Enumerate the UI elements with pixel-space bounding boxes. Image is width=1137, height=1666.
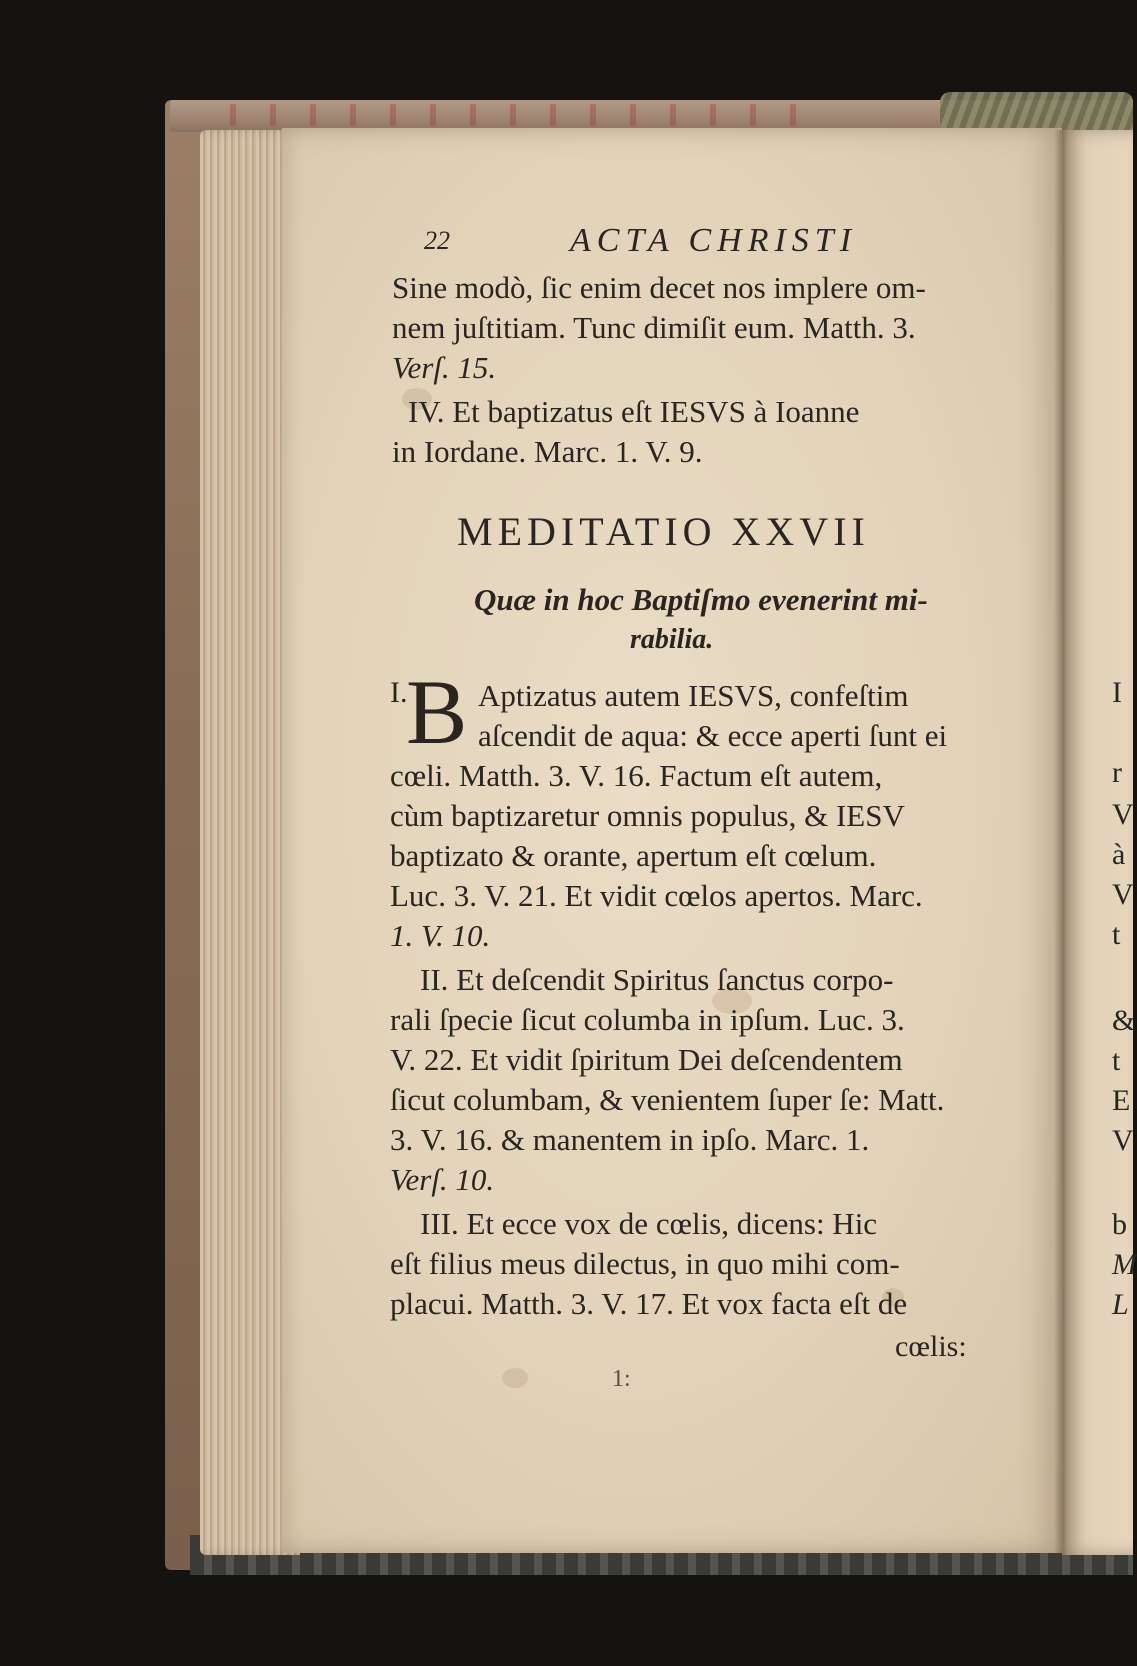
right-page-fragment: t [1112, 918, 1121, 951]
text-line: cùm baptizaretur omnis populus, & IESV [390, 798, 905, 833]
meditation-title: MEDITATIO XXVII [457, 509, 870, 554]
right-page-fragment: M [1112, 1248, 1137, 1281]
right-page-fragment: I [1112, 676, 1122, 709]
right-page-fragment: L [1112, 1288, 1129, 1321]
text-line: Luc. 3. V. 21. Et vidit cœlos apertos. Marc. [390, 878, 923, 913]
right-page-fragment: & [1112, 1004, 1136, 1037]
page-number: 22 [424, 226, 450, 255]
book-top-marks [230, 104, 830, 126]
bookmark-ribbon [940, 92, 1133, 132]
text-line: Aptizatus autem IESVS, confeſtim [478, 678, 909, 713]
signature-mark: 1: [612, 1366, 631, 1392]
catchword: cœlis: [895, 1330, 967, 1363]
right-page-fragment: t [1112, 1044, 1121, 1077]
text-line: II. Et deſcendit Spiritus ſanctus corpo- [420, 962, 894, 997]
text-line: Verſ. 15. [392, 350, 497, 385]
right-page-fragment: V [1112, 878, 1134, 911]
right-page-fragment: V [1112, 798, 1134, 831]
text-line: III. Et ecce vox de cœlis, dicens: Hic [420, 1206, 878, 1241]
text-line: Sine modò, ſic enim decet nos implere om- [392, 270, 926, 305]
text-line: IV. Et baptizatus eſt IESVS à Ioanne [408, 394, 860, 429]
text-line: cœli. Matth. 3. V. 16. Factum eſt autem, [390, 758, 883, 793]
text-line: ſicut columbam, & venientem ſuper ſe: Matt. [390, 1082, 945, 1117]
running-head-title: ACTA CHRISTI [570, 222, 858, 259]
text-line: aſcendit de aqua: & ecce aperti ſunt ei [478, 718, 948, 753]
meditation-subtitle: Quæ in hoc Baptiſmo evenerint mi- [474, 582, 928, 617]
right-page-fragment: E [1112, 1084, 1131, 1117]
text-line: rali ſpecie ſicut columba in ipſum. Luc. 3. [390, 1002, 905, 1037]
text-line: nem juſtitiam. Tunc dimiſit eum. Matth. 3. [392, 310, 916, 345]
text-line: Verſ. 10. [390, 1162, 495, 1197]
meditation-subtitle-cont: rabilia. [630, 624, 714, 655]
section-numeral: I. [390, 676, 408, 709]
text-line: in Iordane. Marc. 1. V. 9. [392, 434, 703, 469]
text-line: 1. V. 10. [390, 918, 491, 953]
right-page-fragment: b [1112, 1208, 1127, 1241]
text-line: V. 22. Et vidit ſpiritum Dei deſcendentem [390, 1042, 903, 1077]
drop-cap: B [406, 661, 468, 763]
right-page-fragment: r [1112, 756, 1122, 789]
text-line: baptizato & orante, apertum eſt cœlum. [390, 838, 877, 873]
text-line: 3. V. 16. & manentem in ipſo. Marc. 1. [390, 1122, 870, 1157]
text-line: eſt filius meus dilectus, in quo mihi com- [390, 1246, 900, 1281]
right-page-fragment: à [1112, 838, 1126, 871]
text-line: placui. Matth. 3. V. 17. Et vox facta eſt de [390, 1286, 908, 1321]
page-gutter [1054, 130, 1068, 1555]
right-page-fragment: V [1112, 1124, 1134, 1157]
